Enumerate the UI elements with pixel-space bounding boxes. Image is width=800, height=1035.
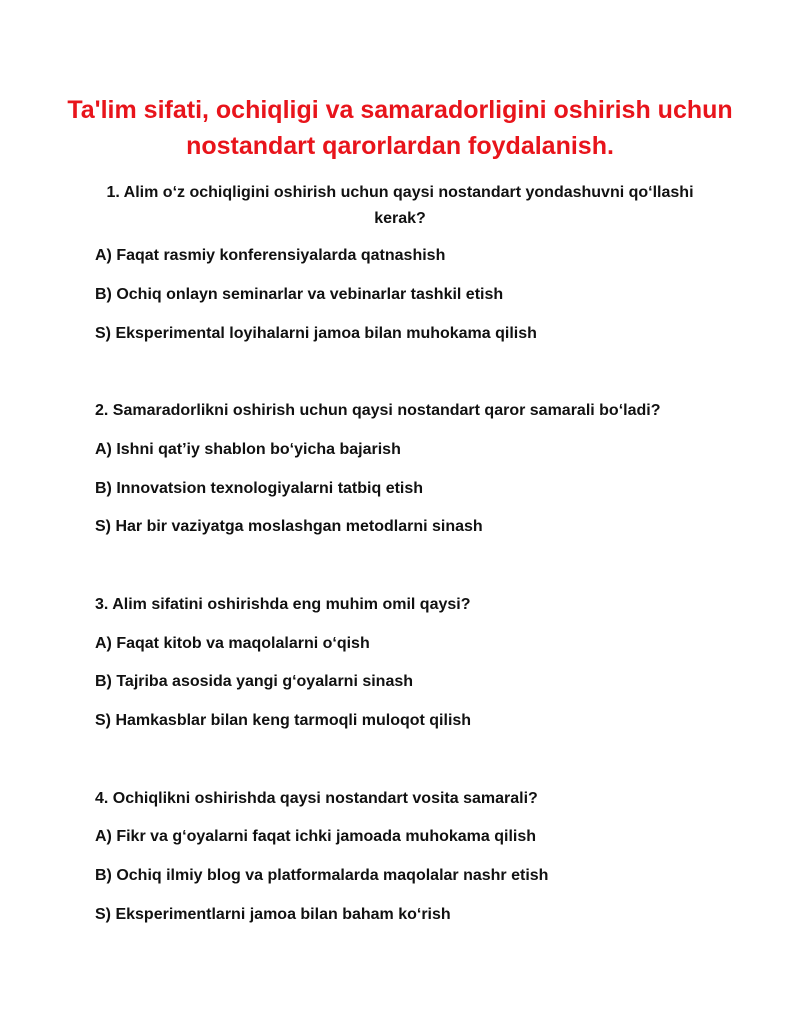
question-2: 2. Samaradorlikni oshirish uchun qaysi nostandart qaror samarali bo‘ladi? (95, 402, 661, 419)
question-4-option-s: S) Eksperimentlarni jamoa bilan baham ko‘rish (95, 906, 451, 923)
question-4: 4. Ochiqlikni oshirishda qaysi nostandart vosita samarali? (95, 790, 538, 807)
question-1-option-b: B) Ochiq onlayn seminarlar va vebinarlar tashkil etish (95, 286, 504, 303)
question-2-option-s: S) Har bir vaziyatga moslashgan metodlarni sinash (95, 518, 483, 535)
title-line: nostandart qarorlardan foydalanish. (186, 132, 614, 160)
question-3: 3. Alim sifatini oshirishda eng muhim omil qaysi? (95, 596, 471, 613)
question-3-option-a: A) Faqat kitob va maqolalarni o‘qish (95, 635, 370, 652)
question-1-option-a: A) Faqat rasmiy konferensiyalarda qatnashish (95, 247, 446, 264)
question-1-option-s: S) Eksperimental loyihalarni jamoa bilan muhokama qilish (95, 325, 537, 342)
question-3-option-b: B) Tajriba asosida yangi g‘oyalarni sinash (95, 673, 414, 690)
question-4-option-a: A) Fikr va g‘oyalarni faqat ichki jamoada muhokama qilish (95, 828, 537, 845)
title-line: Ta'lim sifati, ochiqligi va samaradorligini oshirish uchun (67, 96, 733, 124)
document-title (60, 92, 740, 164)
question-3-option-s: S) Hamkasblar bilan keng tarmoqli muloqot qilish (95, 712, 472, 729)
question-2-option-b: B) Innovatsion texnologiyalarni tatbiq etish (95, 480, 424, 497)
question-2-option-a: A) Ishni qat’iy shablon bo‘yicha bajarish (95, 441, 401, 458)
question-1: 1. Alim o‘z ochiqligini oshirish uchun qaysi nostandart yondashuvni qo‘llashi kerak? (106, 184, 694, 227)
question-4-option-b: B) Ochiq ilmiy blog va platformalarda maqolalar nashr etish (95, 867, 549, 884)
